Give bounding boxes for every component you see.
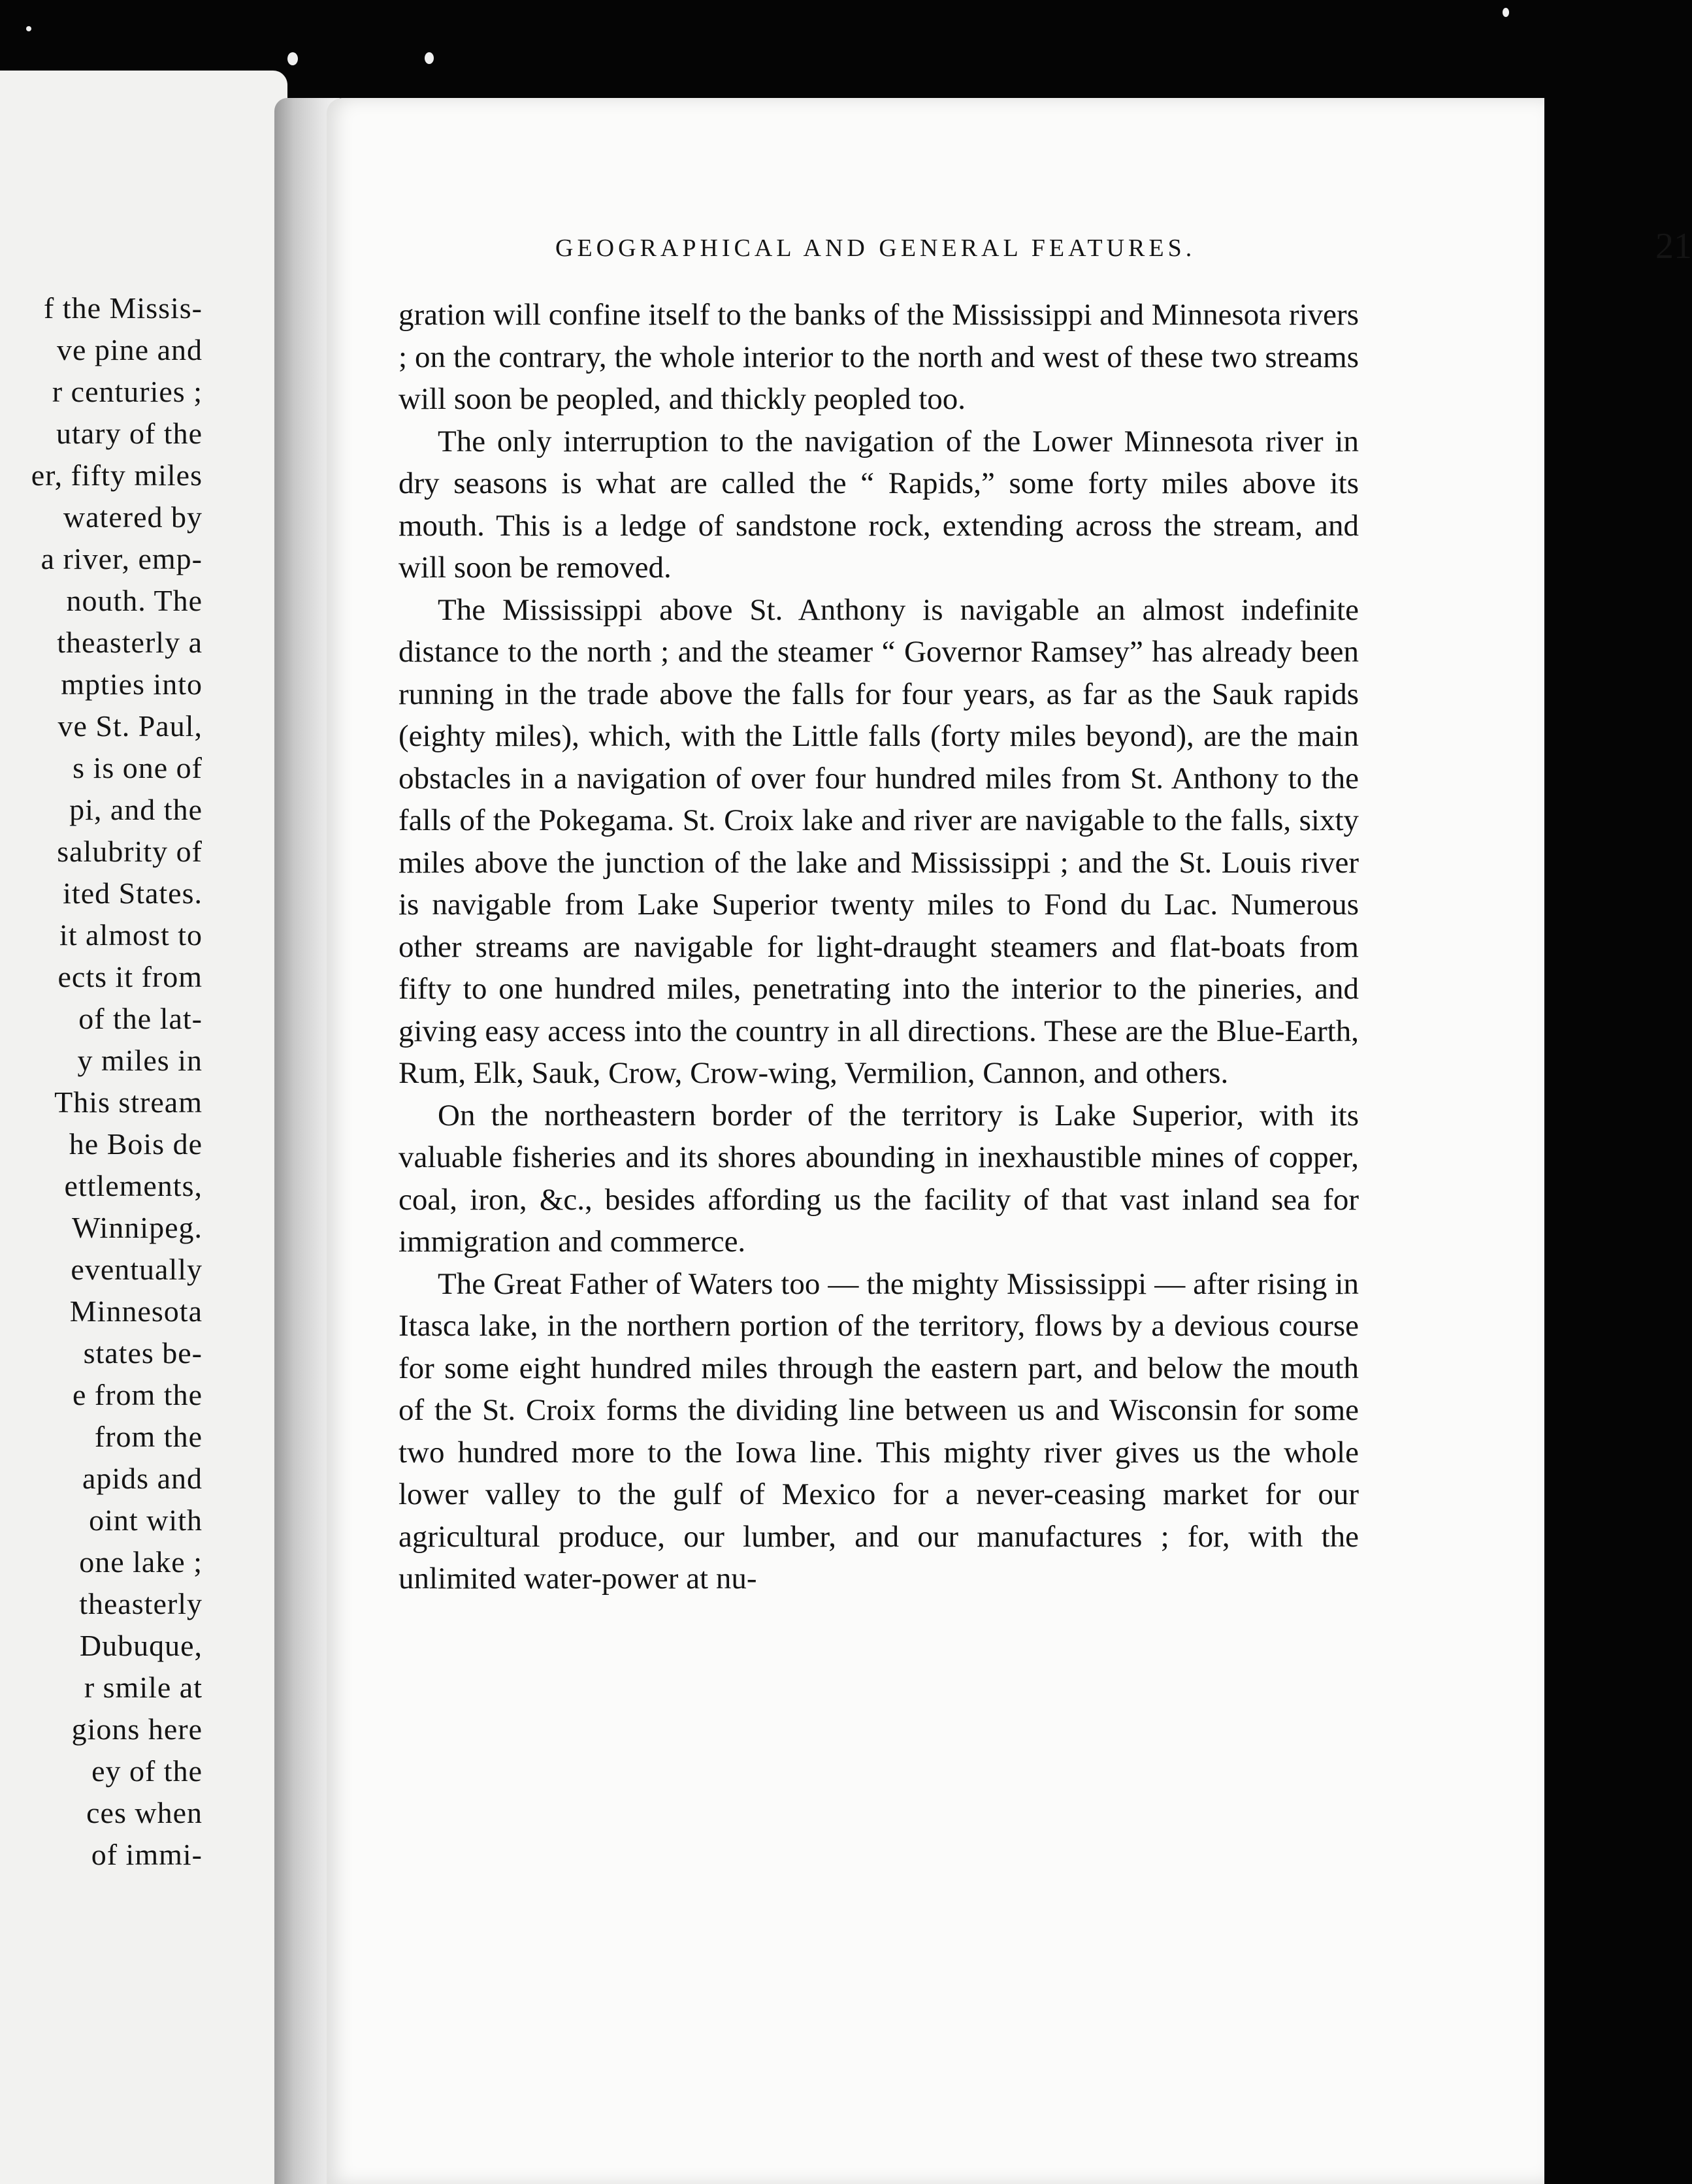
left-page-line: ited States. — [63, 876, 203, 910]
left-page-line: of the lat- — [78, 1002, 203, 1035]
dust-speck — [425, 52, 434, 64]
dust-speck — [1503, 8, 1509, 17]
body-text — [399, 294, 1359, 1600]
left-page-line: r smile at — [84, 1671, 203, 1704]
left-page-line: mpties into — [61, 667, 203, 701]
paragraph: On the northeastern border of the territory is Lake Superior, with its valuable fisheries and its shores abounding in inexhaustible mines of copper, coal, iron, &c., besides affording us the facility of that vast inland sea for immigration and commerce. — [399, 1098, 1359, 1259]
left-page-line: ve pine and — [56, 333, 203, 366]
left-page-line: Minnesota — [69, 1294, 203, 1328]
left-page-line: utary of the — [56, 417, 203, 450]
left-page-line: f the Missis- — [44, 291, 203, 325]
paragraph: The only interruption to the navigation of the Lower Minnesota river in dry seasons is what are called the “ Rapids,” some forty miles above its mouth. This is a ledge of sandstone rock, extending across the stream, and will soon be removed. — [399, 424, 1359, 585]
left-page-line: r centuries ; — [52, 375, 203, 408]
left-page — [0, 71, 287, 2184]
left-page-line: ve St. Paul, — [57, 709, 203, 743]
left-page-line: apids and — [82, 1462, 203, 1495]
left-page-line: ey of the — [91, 1754, 203, 1788]
left-page-line: ces when — [86, 1796, 203, 1829]
left-page-line: it almost to — [59, 918, 203, 952]
left-page-line: er, fifty miles — [31, 458, 203, 492]
left-page-line: gions here — [71, 1712, 203, 1746]
left-page-line: This stream — [54, 1085, 203, 1119]
paragraph: The Great Father of Waters too — the mighty Mississippi — after rising in Itasca lake, in the northern portion of the territory, flows by a devious course for some eight hundred miles through the eastern part, and below the mouth of the St. Croix forms the dividing line between us and Wisconsin for some two hundred more to the Iowa line. This mighty river gives us the whole lower valley to the gulf of Mexico for a never-ceasing market for our agricultural produce, our lumber, and our manufactures ; for, with the unlimited water-power at nu- — [399, 1266, 1359, 1596]
dust-speck — [26, 26, 31, 31]
left-page-line: nouth. The — [66, 584, 203, 617]
left-page-line: e from the — [72, 1378, 203, 1411]
dust-speck — [287, 52, 298, 65]
left-page-line: theasterly — [79, 1587, 203, 1620]
left-page-line: y miles in — [77, 1044, 203, 1077]
left-page-line: from the — [94, 1420, 203, 1453]
left-page-line: pi, and the — [69, 793, 203, 826]
left-page-line: eventually — [71, 1253, 203, 1286]
left-page-line: salubrity of — [57, 835, 203, 868]
left-page-line: s is one of — [73, 751, 203, 784]
running-header — [555, 226, 1692, 268]
running-header-title: GEOGRAPHICAL AND GENERAL FEATURES. — [555, 234, 1196, 262]
paragraph: gration will confine itself to the banks of the Mississippi and Minnesota rivers ; on the contrary, the whole interior to the north and west of these two streams will soon be peopled, and thickly peopled too. — [399, 298, 1359, 416]
left-page-line: oint with — [89, 1503, 203, 1537]
left-page-line: one lake ; — [79, 1545, 203, 1579]
left-page-line: Winnipeg. — [71, 1211, 203, 1244]
left-page-line: ettlements, — [64, 1169, 203, 1202]
left-page-line: of immi- — [91, 1838, 203, 1871]
paragraph: The Mississippi above St. Anthony is navigable an almost indefinite distance to the north ; and the steamer “ Governor Ramsey” has already been running in the trade above the falls for four years, as far as the Sauk rapids (eighty miles), which, with the Little falls (forty miles beyond), are the main obstacles in a navigation of over four hundred miles from St. Anthony to the falls of the Pokegama. St. Croix lake and river are navigable to the falls, sixty miles above the junction of the lake and Mississippi ; and the St. Louis river is navigable from Lake Superior twenty miles to Fond du Lac. Numerous other streams are navigable for light-draught steamers and flat-boats from fifty to one hundred miles, penetrating into the interior to the pineries, and giving easy access into the country in all directions. These are the Blue-Earth, Rum, Elk, Sauk, Crow, Crow-wing, Vermilion, Cannon, and others. — [399, 592, 1359, 1090]
left-page-line: a river, emp- — [41, 542, 203, 575]
left-page-line: Dubuque, — [79, 1629, 203, 1662]
left-page-line: ects it from — [57, 960, 203, 993]
page-number: 21 — [1655, 226, 1692, 266]
left-page-line: watered by — [63, 500, 203, 534]
left-page-line: states be- — [83, 1336, 203, 1370]
left-page-line: theasterly a — [57, 626, 203, 659]
left-page-line: he Bois de — [69, 1127, 203, 1161]
